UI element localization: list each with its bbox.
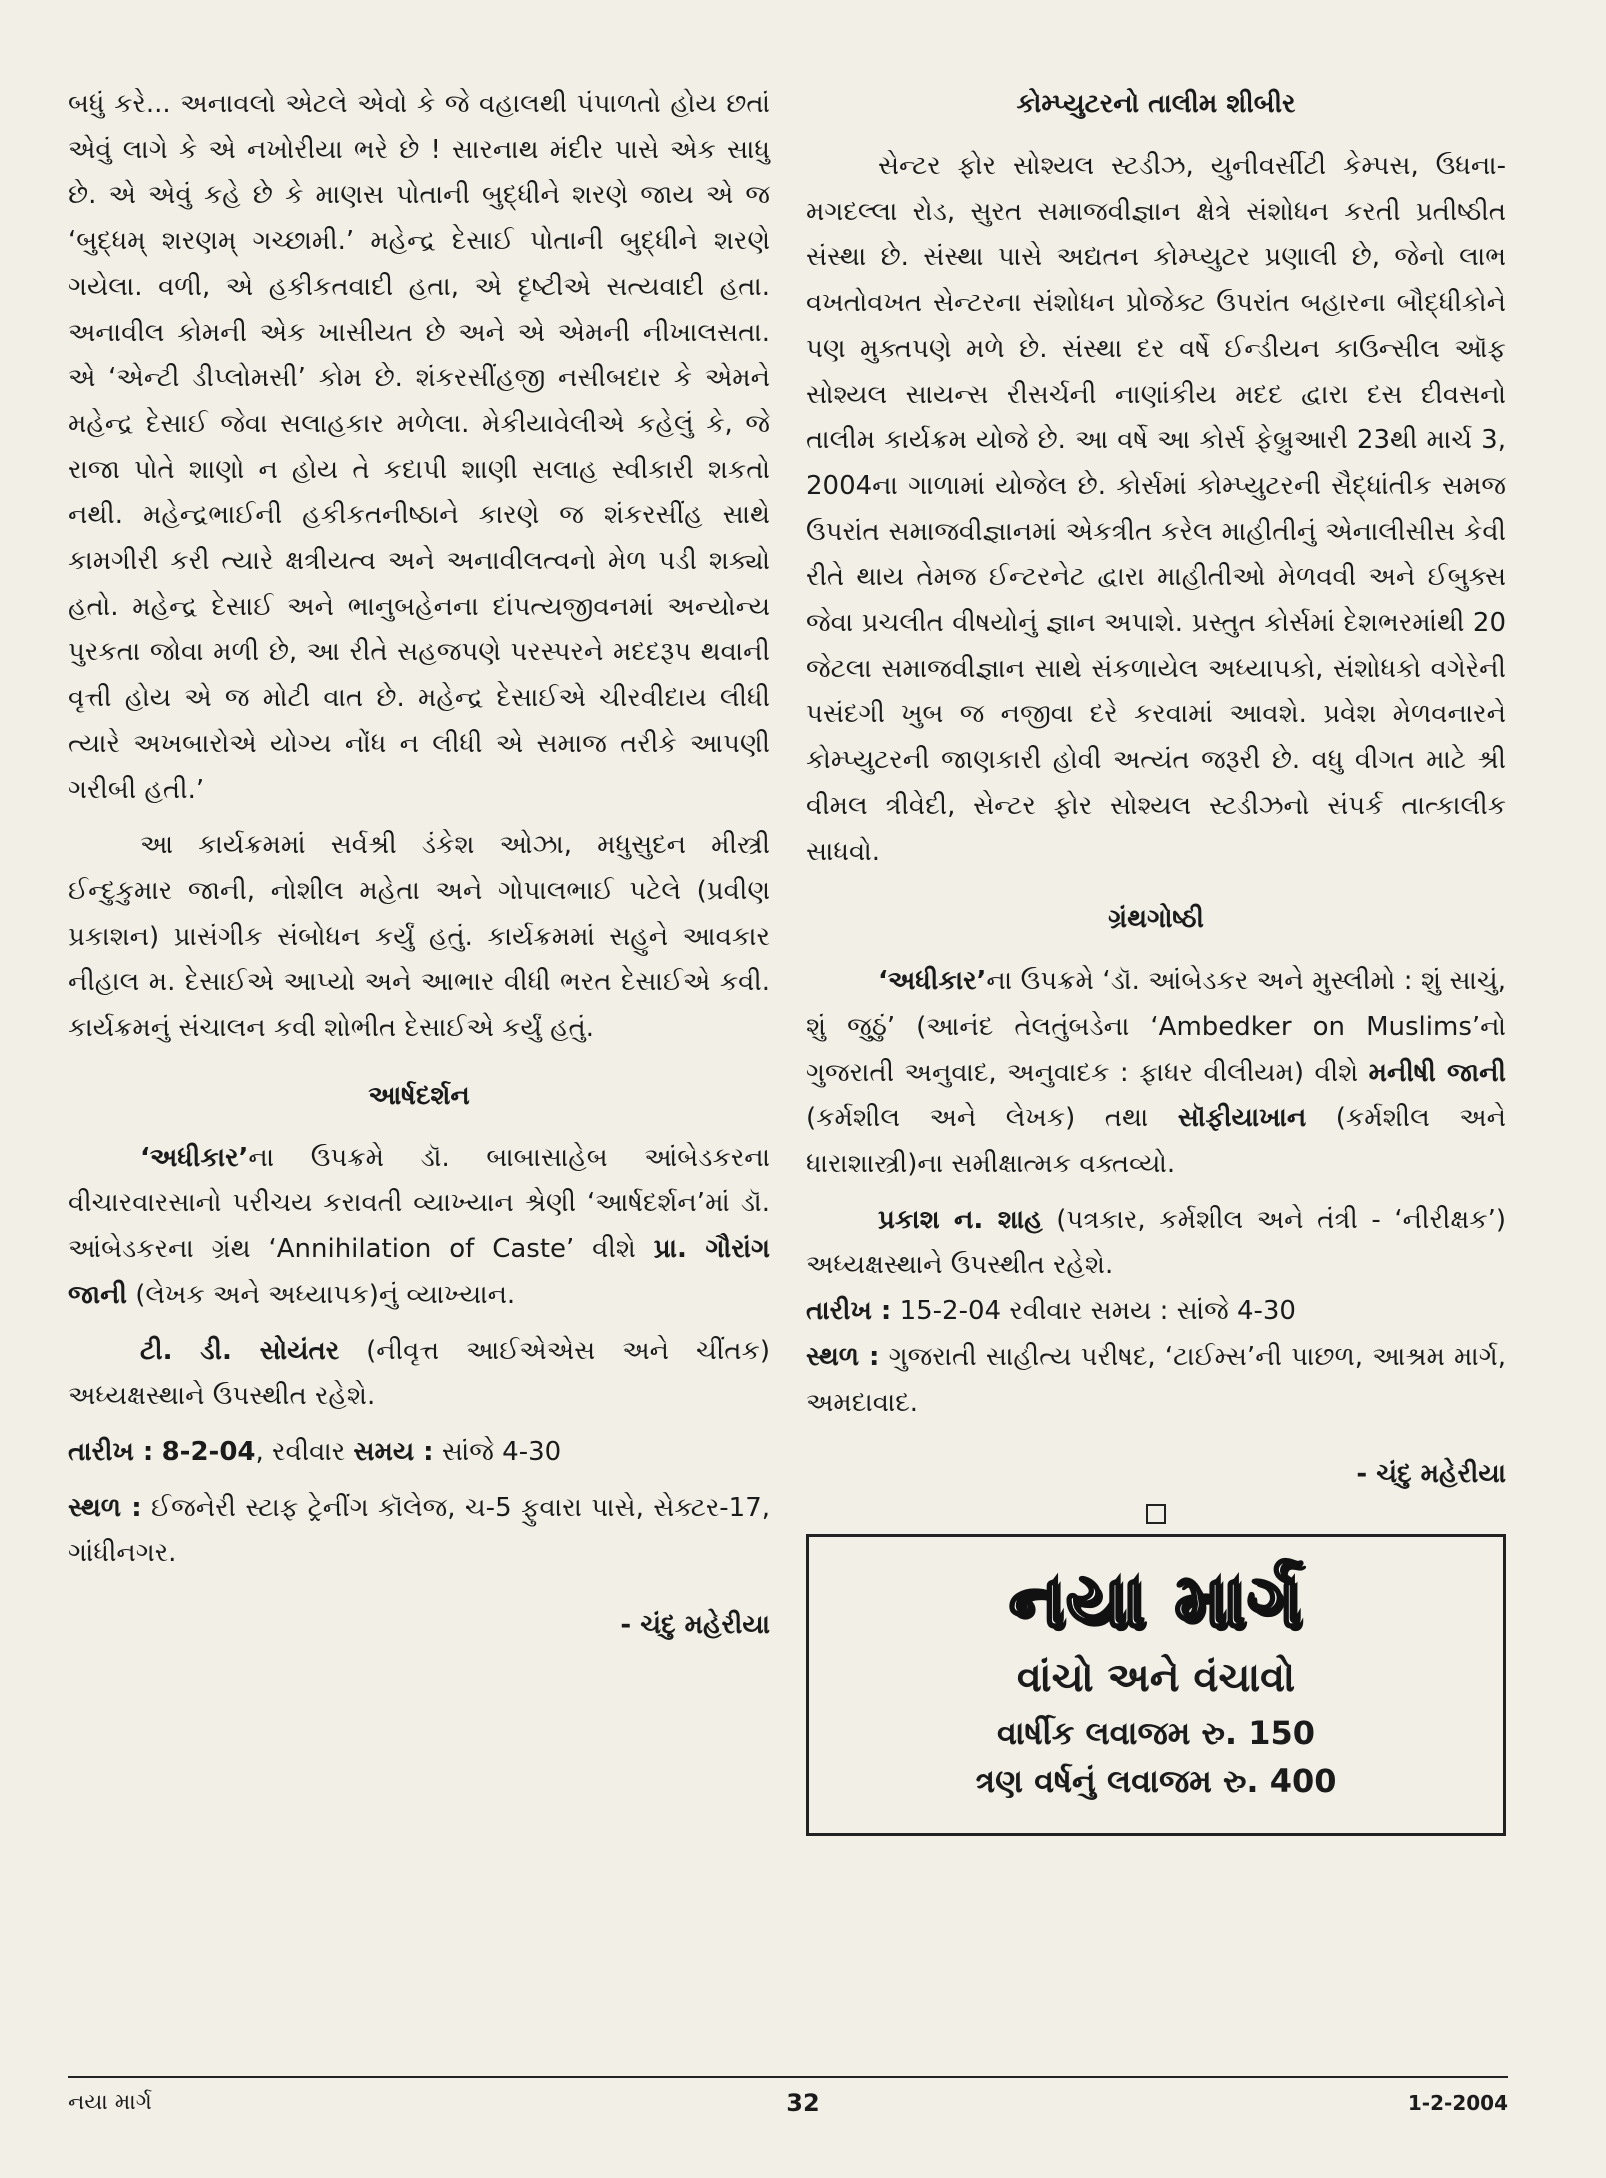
section-heading-granthgoshthi: ગ્રંથગોષ્ઠી xyxy=(1108,904,1204,935)
event-date-line xyxy=(68,1430,770,1476)
speaker-name: સૉફીયાખાન xyxy=(1177,1103,1307,1134)
section-heading-arshdarshan: આર્ષદર્શન xyxy=(368,1080,470,1111)
organizer-name: ‘અધીકાર’ xyxy=(140,1142,249,1173)
left-column xyxy=(68,82,770,1647)
time-label: સમય : xyxy=(353,1436,434,1467)
chair-announcement xyxy=(806,1198,1506,1289)
day-text: , રવીવાર xyxy=(255,1436,354,1467)
date-value: 8-2-04 xyxy=(161,1436,256,1467)
time-value: સાંજે 4-30 xyxy=(433,1436,562,1467)
right-column xyxy=(806,82,1506,1836)
event-report-paragraph: આ કાર્યક્રમમાં સર્વશ્રી ડંકેશ ઓઝા, મધુસુદન મીસ્ત્રી ઈન્દુકુમાર જાની, નોશીલ મહેતા અને ગોપાલભાઈ પટેલે (પ્રવીણ પ્રકાશન) પ્રાસંગીક સંબોધન કર્યું હતું. કાર્યક્રમમાં સહુને આવકાર નીહાલ મ. દેસાઈએ આપ્યો અને આભાર વીધી ભરત દેસાઈએ કવી. કાર્યક્રમનું સંચાલન કવી શોભીત દેસાઈએ કર્યું હતું. xyxy=(68,830,770,1044)
announcement-text: ના ઉપક્રમે ‘ડૉ. આંબેડકર અને મુસ્લીમો : શું સાચું, શું જુઠું’ (આનંદ તેલતુંબડેના ‘Ambedker on Muslims’નો ગુજરાતી અનુવાદ, અનુવાદક : ફાધર વીલીયમ) વીશે xyxy=(806,966,1506,1088)
place-value: ઈજનેરી સ્ટાફ ટ્રેનીંગ કૉલેજ, ચ-5 ફુવારા પાસે, સેક્ટર-17, ગાંધીનગર. xyxy=(68,1492,770,1569)
training-paragraph: સેન્ટર ફોર સોશ્યલ સ્ટડીઝ, યુનીવર્સીટી કેમ્પસ, ઉધના-મગદલ્લા રોડ, સુરત સમાજવીજ્ઞાન ક્ષેત્રે સંશોધન કરતી પ્રતીષ્ઠીત સંસ્થા છે. સંસ્થા પાસે અદ્યતન કોમ્પ્યુટર પ્રણાલી છે, જેનો લાભ વખતોવખત સેન્ટરના સંશોધન પ્રોજેક્ટ ઉપરાંત બહારના બૌદ્ધીકોને પણ મુક્તપણે મળે છે. સંસ્થા દર વર્ષે ઈન્ડીયન કાઉન્સીલ ઑફ સોશ્યલ સાયન્સ રીસર્ચની નાણાંકીય મદદ દ્વારા દસ દીવસનો તાલીમ કાર્યક્રમ યોજે છે. આ વર્ષે આ કોર્સ ફેબ્રુઆરી 23થી માર્ચ 3, 2004ના ગાળામાં યોજેલ છે. કોર્સમાં કોમ્પ્યુટરની સૈદ્ધાંતીક સમજ ઉપરાંત સમાજવીજ્ઞાનમાં એકત્રીત કરેલ માહીતીનું એનાલીસીસ કેવી રીતે થાય તેમજ ઈન્ટરનેટ દ્વારા માહીતીઓ મેળવવી અને ઈબુક્સ જેવા પ્રચલીત વીષયોનું જ્ઞાન અપાશે. પ્રસ્તુત કોર્સમાં દેશભરમાંથી 20 જેટલા સમાજવીજ્ઞાન સાથે સંકળાયેલ અધ્યાપકો, સંશોધકો વગેરેની પસંદગી ખુબ જ નજીવા દરે કરવામાં આવશે. પ્રવેશ મેળવનારને કોમ્પ્યુટરની જાણકારી હોવી અત્યંત જરૂરી છે. વધુ વીગત માટે શ્રી વીમલ ત્રીવેદી, સેન્ટર ફોર સોશ્યલ સ્ટડીઝનો સંપર્ક તાત્કાલીક સાધવો. xyxy=(806,151,1506,867)
annual-subscription: વાર્ષીક લવાજમ રુ. 150 xyxy=(996,1714,1316,1753)
place-label: સ્થળ : xyxy=(806,1341,880,1372)
event-place-line xyxy=(806,1335,1506,1426)
announcement-text: (કર્મશીલ અને લેખક) તથા xyxy=(806,1103,1178,1134)
three-year-subscription: ત્રણ વર્ષનું લવાજમ રુ. 400 xyxy=(975,1762,1337,1801)
lecture-announcement xyxy=(68,1136,770,1319)
section-end-ornament xyxy=(806,1498,1506,1528)
author-signature: - ચંદુ મહેરીયા xyxy=(620,1610,770,1641)
announcement-text: ના ઉપક્રમે ડૉ. બાબાસાહેબ આંબેડકરના વીચારવારસાનો પરીચય કરાવતી વ્યાખ્યાન શ્રેણી ‘આર્ષદર્શન’માં ડૉ. આંબેડકરના ગ્રંથ ‘Annihilation of Caste’ વીશે xyxy=(68,1142,770,1265)
article-paragraph: બધું કરે... અનાવલો એટલે એવો કે જે વહાલથી પંપાળતો હોય છતાં એવું લાગે કે એ નખોરીયા ભરે છે ! સારનાથ મંદીર પાસે એક સાધુ છે. એ એવું કહે છે કે માણસ પોતાની બુદ્ધીને શરણે જાય એ જ ‘બુદ્ધમ્ શરણમ્ ગચ્છામી.’ મહેન્દ્ર દેસાઈ પોતાની બુદ્ધીને શરણે ગયેલા. વળી, એ હકીકતવાદી હતા, એ દૃષ્ટીએ સત્યવાદી હતા. અનાવીલ કોમની એક ખાસીયત છે અને એ એમની નીખાલસતા. એ ‘એન્ટી ડીપ્લોમસી’ કોમ છે. શંકરસીંહજી નસીબદાર કે એમને મહેન્દ્ર દેસાઈ જેવા સલાહકાર મળેલા. મેકીયાવેલીએ કહેલું કે, જે રાજા પોતે શાણો ન હોય તે કદાપી શાણી સલાહ સ્વીકારી શકતો નથી. મહેન્દ્રભાઈની હકીકતનીષ્ઠાને કારણે જ શંકરસીંહ સાથે કામગીરી કરી ત્યારે ક્ષત્રીયત્વ અને અનાવીલત્વનો મેળ પડી શક્યો હતો. મહેન્દ્ર દેસાઈ અને ભાનુબહેનના દાંપત્યજીવનમાં અન્યોન્ય પુરકતા જોવા મળી છે, આ રીતે સહજપણે પરસ્પરને મદદરૂપ થવાની વૃત્તી હોય એ જ મોટી વાત છે. મહેન્દ્ર દેસાઈએ ચીરવીદાય લીધી ત્યારે અખબારોએ યોગ્ય નોંધ ન લીધી એ સમાજ તરીકે આપણી ગરીબી હતી.’ xyxy=(68,89,770,805)
chair-text: (પત્રકાર, કર્મશીલ અને તંત્રી - ‘નીરીક્ષક’) અધ્યક્ષસ્થાને ઉપસ્થીત રહેશે. xyxy=(806,1204,1506,1281)
page-number: 32 xyxy=(786,2089,820,2117)
place-value: ગુજરાતી સાહીત્ય પરીષદ, ‘ટાઈમ્સ’ની પાછળ, આશ્રમ માર્ગ, અમદાવાદ. xyxy=(806,1341,1507,1418)
organizer-name: ‘અધીકાર’ xyxy=(878,966,987,997)
speaker-name: પ્રા. ગૌરાંગ જાની xyxy=(68,1234,770,1310)
footer-divider xyxy=(68,2076,1508,2078)
announcement-text: (કર્મશીલ અને ધારાશાસ્ત્રી)ના સમીક્ષાત્મક વક્તવ્યો. xyxy=(806,1103,1507,1180)
subscription-advert xyxy=(806,1534,1506,1836)
issue-date: 1-2-2004 xyxy=(1407,2091,1508,2115)
date-value: 15-2-04 રવીવાર સમય : સાંજે 4-30 xyxy=(891,1296,1296,1327)
chair-announcement xyxy=(68,1329,770,1420)
square-ornament-icon xyxy=(1146,1504,1166,1524)
chair-text: (નીવૃત્ત આઈએએસ અને ચીંતક) અધ્યક્ષસ્થાને ઉપસ્થીત રહેશે. xyxy=(68,1335,770,1412)
chair-name: પ્રકાશ ન. શાહ xyxy=(878,1204,1043,1235)
footer-publication: નયા માર્ગ xyxy=(68,2090,152,2115)
advert-slogan: વાંચો અને વંચાવો xyxy=(1016,1655,1296,1702)
date-label: તારીખ : xyxy=(68,1436,154,1467)
date-label: તારીખ : xyxy=(806,1296,892,1327)
author-signature: - ચંદુ મહેરીયા xyxy=(1356,1459,1506,1490)
chair-name: ટી. ડી. સોયંતર xyxy=(140,1335,340,1366)
place-label: સ્થળ : xyxy=(68,1492,142,1523)
announcement-text: (લેખક અને અધ્યાપક)નું વ્યાખ્યાન. xyxy=(126,1279,516,1310)
event-place-line xyxy=(68,1486,770,1577)
speaker-name: મનીષી જાની xyxy=(1368,1057,1506,1088)
book-discussion-announcement xyxy=(806,959,1506,1188)
event-date-line xyxy=(806,1289,1506,1335)
section-heading-computer-training: કોમ્પ્યુટરનો તાલીમ શીબીર xyxy=(1016,89,1296,119)
advert-logo-title: નયા માર્ગ xyxy=(1008,1558,1304,1645)
